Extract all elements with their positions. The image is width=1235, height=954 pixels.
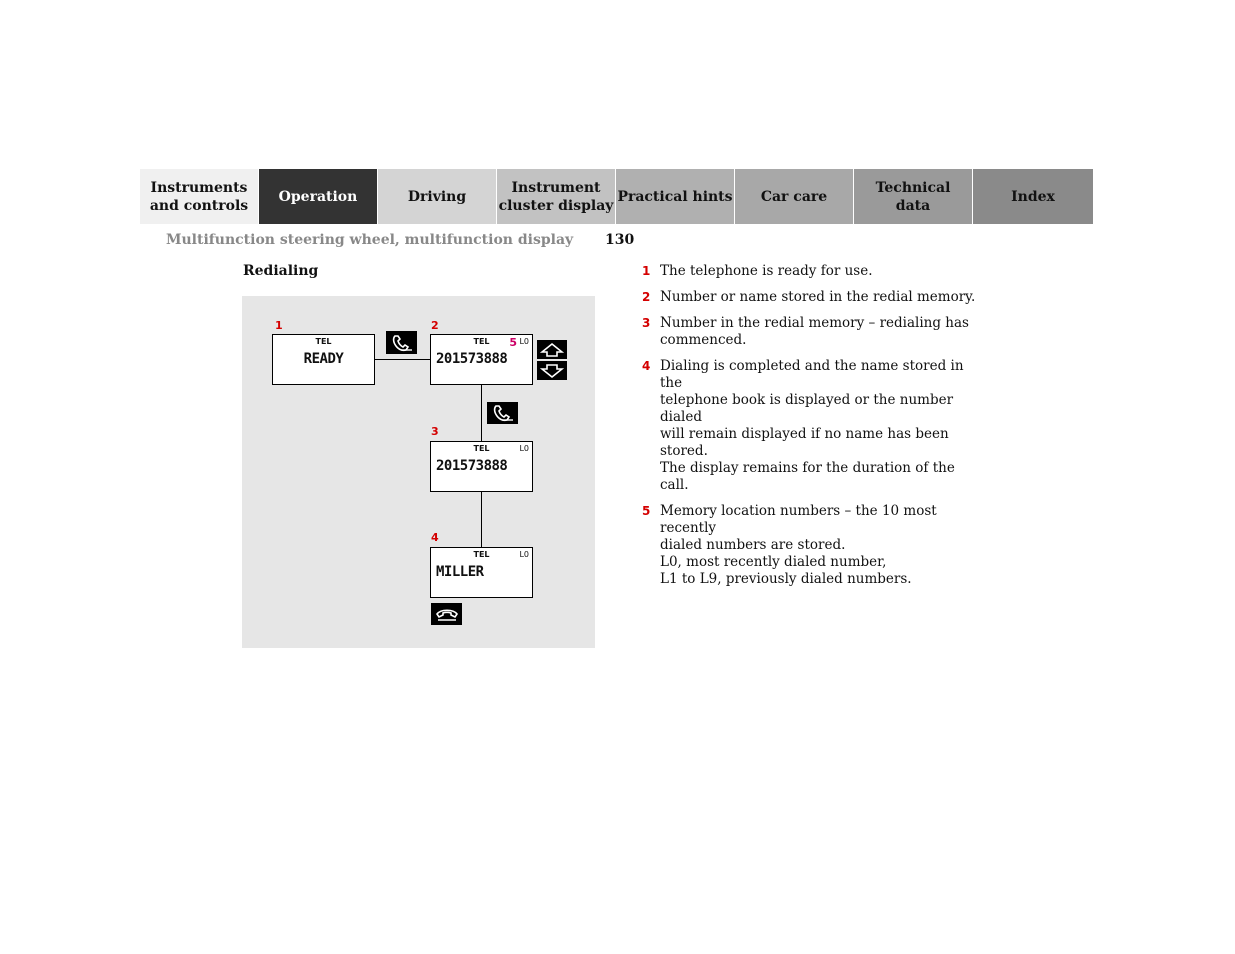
list-item xyxy=(642,358,987,494)
display-memory-location: L0 xyxy=(519,444,529,453)
page-number: 130 xyxy=(605,232,635,248)
display-tel-label: TEL xyxy=(473,550,490,559)
display-name xyxy=(430,547,533,598)
connector-line xyxy=(481,385,482,441)
list-item xyxy=(642,503,987,588)
phone-send-icon xyxy=(487,402,518,424)
redialing-illustration xyxy=(242,296,595,648)
legend-text: Memory location numbers – the 10 most recently dialed numbers are stored. L0, most recently dialed number, L1 to L9, previously dialed numbers. xyxy=(660,503,937,587)
legend-text: The telephone is ready for use. xyxy=(660,263,873,279)
list-item xyxy=(642,315,987,349)
tab-instruments-and-controls[interactable]: Instruments and controls xyxy=(140,169,259,224)
callout-4: 4 xyxy=(431,531,439,544)
phone-send-icon xyxy=(386,331,417,354)
callout-3: 3 xyxy=(431,425,439,438)
legend-number: 4 xyxy=(642,359,651,373)
arrow-up-icon[interactable] xyxy=(537,340,567,359)
display-memory-location: L0 xyxy=(519,550,529,559)
legend-number: 3 xyxy=(642,316,651,330)
tab-car-care[interactable]: Car care xyxy=(735,169,854,224)
display-tel-label: TEL xyxy=(315,337,332,346)
display-text: READY xyxy=(303,351,344,367)
legend-number: 1 xyxy=(642,264,651,278)
display-text: MILLER xyxy=(436,564,484,580)
display-memory-location: L0 xyxy=(519,337,529,346)
display-text: 201573888 xyxy=(436,458,508,474)
display-text: 201573888 xyxy=(436,351,508,367)
section-nav xyxy=(140,169,1095,224)
phone-end-icon xyxy=(431,603,462,625)
callout-1: 1 xyxy=(275,319,283,332)
legend-number: 5 xyxy=(642,504,651,518)
list-item xyxy=(642,263,987,280)
callout-2: 2 xyxy=(431,319,439,332)
list-item xyxy=(642,289,987,306)
legend-text: Number in the redial memory – redialing has commenced. xyxy=(660,315,969,348)
display-redial-number xyxy=(430,334,533,385)
legend-list xyxy=(642,263,987,597)
callout-5: 5 xyxy=(509,336,517,349)
page-header-title: Multifunction steering wheel, multifunction display xyxy=(166,232,574,248)
display-redialing xyxy=(430,441,533,492)
connector-line xyxy=(374,359,430,360)
tab-driving[interactable]: Driving xyxy=(378,169,497,224)
legend-text: Number or name stored in the redial memory. xyxy=(660,289,976,305)
tab-technical-data[interactable]: Technical data xyxy=(854,169,973,224)
display-tel-label: TEL xyxy=(473,337,490,346)
tab-practical-hints[interactable]: Practical hints xyxy=(616,169,735,224)
section-title: Redialing xyxy=(243,263,319,279)
tab-operation[interactable]: Operation xyxy=(259,169,378,224)
arrow-down-icon[interactable] xyxy=(537,361,567,380)
legend-text: Dialing is completed and the name stored in the telephone book is displayed or the number dialed will remain displayed if no name has been stored. The display remains for the duration of the call. xyxy=(660,358,964,493)
display-tel-label: TEL xyxy=(473,444,490,453)
connector-line xyxy=(481,491,482,547)
tab-index[interactable]: Index xyxy=(973,169,1093,224)
display-ready xyxy=(272,334,375,385)
legend-number: 2 xyxy=(642,290,651,304)
tab-instrument-cluster-display[interactable]: Instrument cluster display xyxy=(497,169,616,224)
